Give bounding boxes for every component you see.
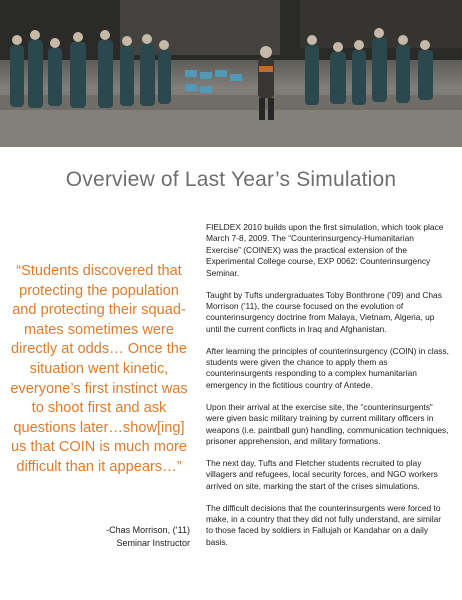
body-paragraph: The difficult decisions that the counterinsurgents were forced to make, in a country that they did not fully understand, are similar to those faced by soldiers in Fallujah or Kandahar on a daily basis. (206, 502, 442, 547)
body-paragraph: Taught by Tufts undergraduates Toby Bonthrone (’09) and Chas Morrison (’11), the course focused on the evolution of counterinsurgency doctrine from Malaya, Vietnam, Algeria, up until the current conflicts in Iraq and Afghanistan. (206, 289, 442, 334)
body-text-column (206, 222, 450, 559)
header-photo (0, 0, 462, 147)
quote-attribution (6, 524, 190, 550)
attribution-name: -Chas Morrison, (’11) (106, 525, 190, 535)
body-paragraph: FIELDEX 2010 builds upon the first simulation, which took place March 7-8, 2009. The “Counterinsurgency-Humanitarian Exercise” (COINEX) was the practical extension of the Experimental College course, EXP 0062: Counterinsurgency Seminar. (206, 222, 444, 278)
header-photo-illustration (0, 0, 462, 147)
body-paragraph: Upon their arrival at the exercise site, the “counterinsurgents” were given basic military training by current military officers in weapons (i.e. paintball gun) handling, communication techniques, prisoner apprehension, and military formations. (206, 401, 449, 446)
attribution-role: Seminar Instructor (116, 538, 190, 548)
body-paragraph: After learning the principles of counterinsurgency (COIN) in class, students were given the chance to apply them as counterinsurgents responding to a complex humanitarian emergency in the fictitious country of Antede. (206, 345, 449, 390)
body-paragraph: The next day, Tufts and Fletcher students recruited to play villagers and refugees, local security forces, and NGO workers arrived on site, marking the start of the crises simulations. (206, 457, 438, 491)
pull-quote: “Students discovered that protecting the population and protecting their squad-mates sometimes were directly at odds… Once the situation went kinetic, everyone’s first instinct was to shoot first and ask questions later…show[ing] us that COIN is much more difficult than it appears…” (10, 263, 188, 475)
page-title: Overview of Last Year’s Simulation (65, 168, 397, 191)
